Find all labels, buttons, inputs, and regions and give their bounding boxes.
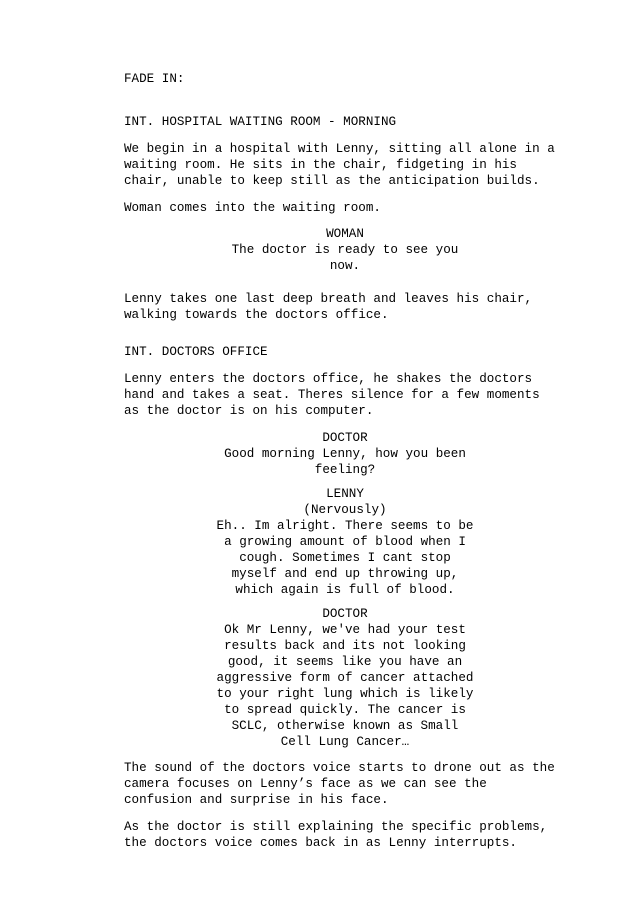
dialogue-line: Ok Mr Lenny, we've had your test (224, 623, 466, 637)
dialogue-line: good, it seems like you have an (227, 655, 463, 669)
character-name: DOCTOR (322, 431, 368, 445)
action-line: the doctors voice comes back in as Lenny interrupts. (124, 836, 517, 850)
action-line: chair, unable to keep still as the anticipation builds. (124, 174, 540, 188)
scene-heading: INT. DOCTORS OFFICE (124, 345, 268, 359)
dialogue-line: Cell Lung Cancer… (280, 735, 410, 749)
dialogue-line: myself and end up throwing up, (231, 567, 459, 581)
action-line: camera focuses on Lenny’s face as we can see the (124, 777, 487, 791)
scene-heading: INT. HOSPITAL WAITING ROOM - MORNING (124, 115, 397, 129)
action-line: confusion and surprise in his face. (124, 793, 389, 807)
dialogue-line: aggressive form of cancer attached (216, 671, 474, 685)
character-name: LENNY (326, 487, 364, 501)
action-line: We begin in a hospital with Lenny, sitting all alone in a (124, 142, 555, 156)
dialogue-line: now. (329, 259, 361, 273)
transition: FADE IN: (124, 72, 185, 86)
dialogue-line: cough. Sometimes I cant stop (239, 551, 451, 565)
dialogue-line: to your right lung which is likely (216, 687, 474, 701)
action-line: hand and takes a seat. Theres silence for a few moments (124, 388, 540, 402)
dialogue-line: results back and its not looking (224, 639, 466, 653)
dialogue-line: a growing amount of blood when I (224, 535, 466, 549)
action-line: walking towards the doctors office. (124, 308, 389, 322)
dialogue-line: to spread quickly. The cancer is (224, 703, 466, 717)
action-line: Lenny enters the doctors office, he shakes the doctors (124, 372, 533, 386)
action-line: Woman comes into the waiting room. (124, 201, 381, 215)
character-name: DOCTOR (322, 607, 368, 621)
dialogue-line: which again is full of blood. (235, 583, 455, 597)
dialogue-line: SCLC, otherwise known as Small (231, 719, 459, 733)
parenthetical: (Nervously) (303, 503, 387, 517)
character-name: WOMAN (326, 227, 364, 241)
dialogue-line: Good morning Lenny, how you been (224, 447, 466, 461)
dialogue-line: feeling? (314, 463, 376, 477)
dialogue-line: Eh.. Im alright. There seems to be (216, 519, 474, 533)
action-line: Lenny takes one last deep breath and leaves his chair, (124, 292, 533, 306)
action-line: as the doctor is on his computer. (124, 404, 374, 418)
action-line: As the doctor is still explaining the specific problems, (124, 820, 548, 834)
action-line: The sound of the doctors voice starts to drone out as the (124, 761, 555, 775)
dialogue-line: The doctor is ready to see you (231, 243, 459, 257)
action-line: waiting room. He sits in the chair, fidgeting in his (124, 158, 517, 172)
